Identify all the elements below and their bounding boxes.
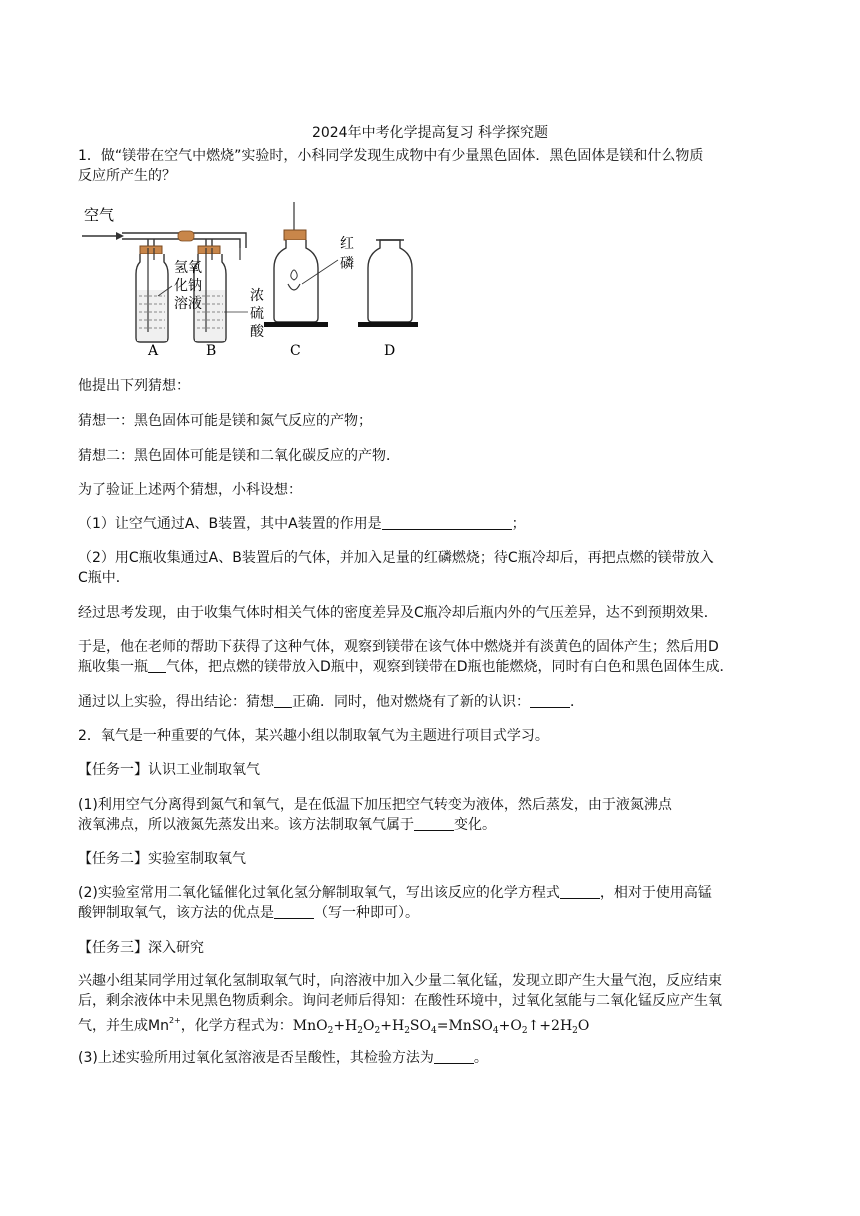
q1-guess-intro: 他提出下列猜想： bbox=[78, 378, 190, 394]
h2so4-label-1: 浓 bbox=[250, 288, 264, 304]
q2-q3-pre: (3)上述实验所用过氧化氢溶液是否呈酸性，其检验方法为 bbox=[78, 1050, 434, 1066]
label-d: D bbox=[384, 343, 396, 359]
q1-then-line1: 于是，他在老师的帮助下获得了这种气体，观察到镁带在该气体中燃烧并有淡黄色的固体产生；然后用D bbox=[78, 639, 719, 655]
q1-verify-intro: 为了验证上述两个猜想，小科设想： bbox=[78, 482, 302, 498]
label-c: C bbox=[290, 343, 301, 359]
answer-blank-5[interactable] bbox=[414, 816, 454, 831]
answer-blank-3[interactable] bbox=[274, 693, 292, 708]
h2so4-label-3: 酸 bbox=[250, 324, 264, 340]
q2-task3-line3 bbox=[78, 1011, 589, 1041]
answer-blank-7[interactable] bbox=[274, 904, 314, 919]
chemical-equation: $MnO_2+H_2O_2+H_2SO_4=MnSO_4+O_2↑+2H_2O$ bbox=[292, 1018, 590, 1036]
q2-q3-post: 。 bbox=[473, 1050, 488, 1066]
q2-task2-heading: 【任务二】实验室制取氧气 bbox=[78, 851, 246, 867]
answer-blank-1[interactable] bbox=[382, 515, 512, 530]
q1-then-line2 bbox=[78, 657, 734, 677]
apparatus-figure bbox=[78, 200, 418, 360]
q2-t2-post: ，相对于使用高锰 bbox=[599, 885, 712, 901]
q2-task3-line2: 后，剩余液体中未见黑色物质剩余。询问老师后得知：在酸性环境中，过氧化氢能与二氧化锰反应产生氧 bbox=[78, 993, 722, 1009]
naoh-label-1: 氢氧 bbox=[174, 260, 202, 276]
q2-task2-line1 bbox=[78, 883, 712, 903]
q1-stem-line1: 1．做“镁带在空气中燃烧”实验时，小科同学发现生成物中有少量黑色固体．黑色固体是镁和什么物质 bbox=[78, 148, 704, 164]
q1-guess-2: 猜想二：黑色固体可能是镁和二氧化碳反应的产物． bbox=[78, 448, 400, 464]
q2-task1-line2 bbox=[78, 815, 496, 835]
q2-t2-l2-pre: 酸钾制取氧气，该方法的优点是 bbox=[78, 905, 274, 921]
q2-task3-heading: 【任务三】深入研究 bbox=[78, 940, 204, 956]
red-p-label-1: 红 bbox=[340, 236, 354, 252]
naoh-label-3: 溶液 bbox=[174, 296, 202, 312]
q2-task2-line2 bbox=[78, 903, 419, 923]
q2-t1-pre: 液氧沸点，所以液氮先蒸发出来。该方法制取氧气属于 bbox=[78, 817, 414, 833]
label-b: B bbox=[206, 343, 217, 359]
q1-step1-end: ； bbox=[511, 516, 526, 532]
q2-t3-pre: 气，并生成Mn bbox=[78, 1018, 169, 1034]
q1-guess-1: 猜想一：黑色固体可能是镁和氮气反应的产物； bbox=[78, 413, 372, 429]
q2-t2-l2-post: （写一种即可）。 bbox=[314, 905, 419, 921]
q2-question-3 bbox=[78, 1048, 488, 1068]
q1-then-pre: 瓶收集一瓶 bbox=[78, 659, 148, 675]
q2-t3-mid: ，化学方程式为： bbox=[180, 1018, 293, 1034]
q2-task1-line1: (1)利用空气分离得到氮气和氧气，是在低温下加压把空气转变为液体，然后蒸发，由于液氮沸点 bbox=[78, 797, 672, 813]
air-label: 空气 bbox=[84, 206, 115, 224]
q1-step1-text: （1）让空气通过A、B装置，其中A装置的作用是 bbox=[78, 516, 382, 532]
answer-blank-8[interactable] bbox=[434, 1049, 474, 1064]
q1-conclusion bbox=[78, 692, 584, 712]
answer-blank-2[interactable] bbox=[148, 658, 166, 673]
q1-concl-post: ． bbox=[570, 694, 584, 710]
q1-step-2-line2: C瓶中． bbox=[78, 570, 130, 586]
label-a: A bbox=[148, 343, 159, 359]
q1-stem-line2: 反应所产生的？ bbox=[78, 168, 176, 184]
mn-charge: 2+ bbox=[168, 1016, 181, 1025]
q1-concl-mid: 正确．同时，他对燃烧有了新的认识： bbox=[292, 694, 530, 710]
q2-task3-line1: 兴趣小组某同学用过氧化氢制取氧气时，向溶液中加入少量二氧化锰，发现立即产生大量气泡，反应结束 bbox=[78, 973, 722, 989]
q2-intro: 2．氧气是一种重要的气体，某兴趣小组以制取氧气为主题进行项目式学习。 bbox=[78, 728, 549, 744]
red-p-label-2: 磷 bbox=[340, 256, 354, 272]
naoh-label-2: 化钠 bbox=[174, 278, 202, 294]
answer-blank-6[interactable] bbox=[560, 884, 600, 899]
q2-task1-heading: 【任务一】认识工业制取氧气 bbox=[78, 762, 260, 778]
q1-step-1 bbox=[78, 514, 526, 534]
q1-concl-pre: 通过以上实验，得出结论：猜想 bbox=[78, 694, 274, 710]
q1-think: 经过思考发现，由于收集气体时相关气体的密度差异及C瓶冷却后瓶内外的气压差异，达不到预期效果． bbox=[78, 605, 718, 621]
q2-t2-pre: (2)实验室常用二氧化锰催化过氧化氢分解制取氧气，写出该反应的化学方程式 bbox=[78, 885, 560, 901]
q2-t1-post: 变化。 bbox=[454, 817, 496, 833]
q1-then-post: 气体，把点燃的镁带放入D瓶中，观察到镁带在D瓶也能燃烧，同时有白色和黑色固体生成． bbox=[166, 659, 734, 675]
answer-blank-4[interactable] bbox=[530, 693, 570, 708]
q1-step-2-line1: （2）用C瓶收集通过A、B装置后的气体，并加入足量的红磷燃烧；待C瓶冷却后，再把点燃的镁带放入 bbox=[78, 550, 714, 566]
h2so4-label-2: 硫 bbox=[250, 306, 264, 322]
document-title: 2024年中考化学提高复习 科学探究题 bbox=[311, 125, 549, 141]
